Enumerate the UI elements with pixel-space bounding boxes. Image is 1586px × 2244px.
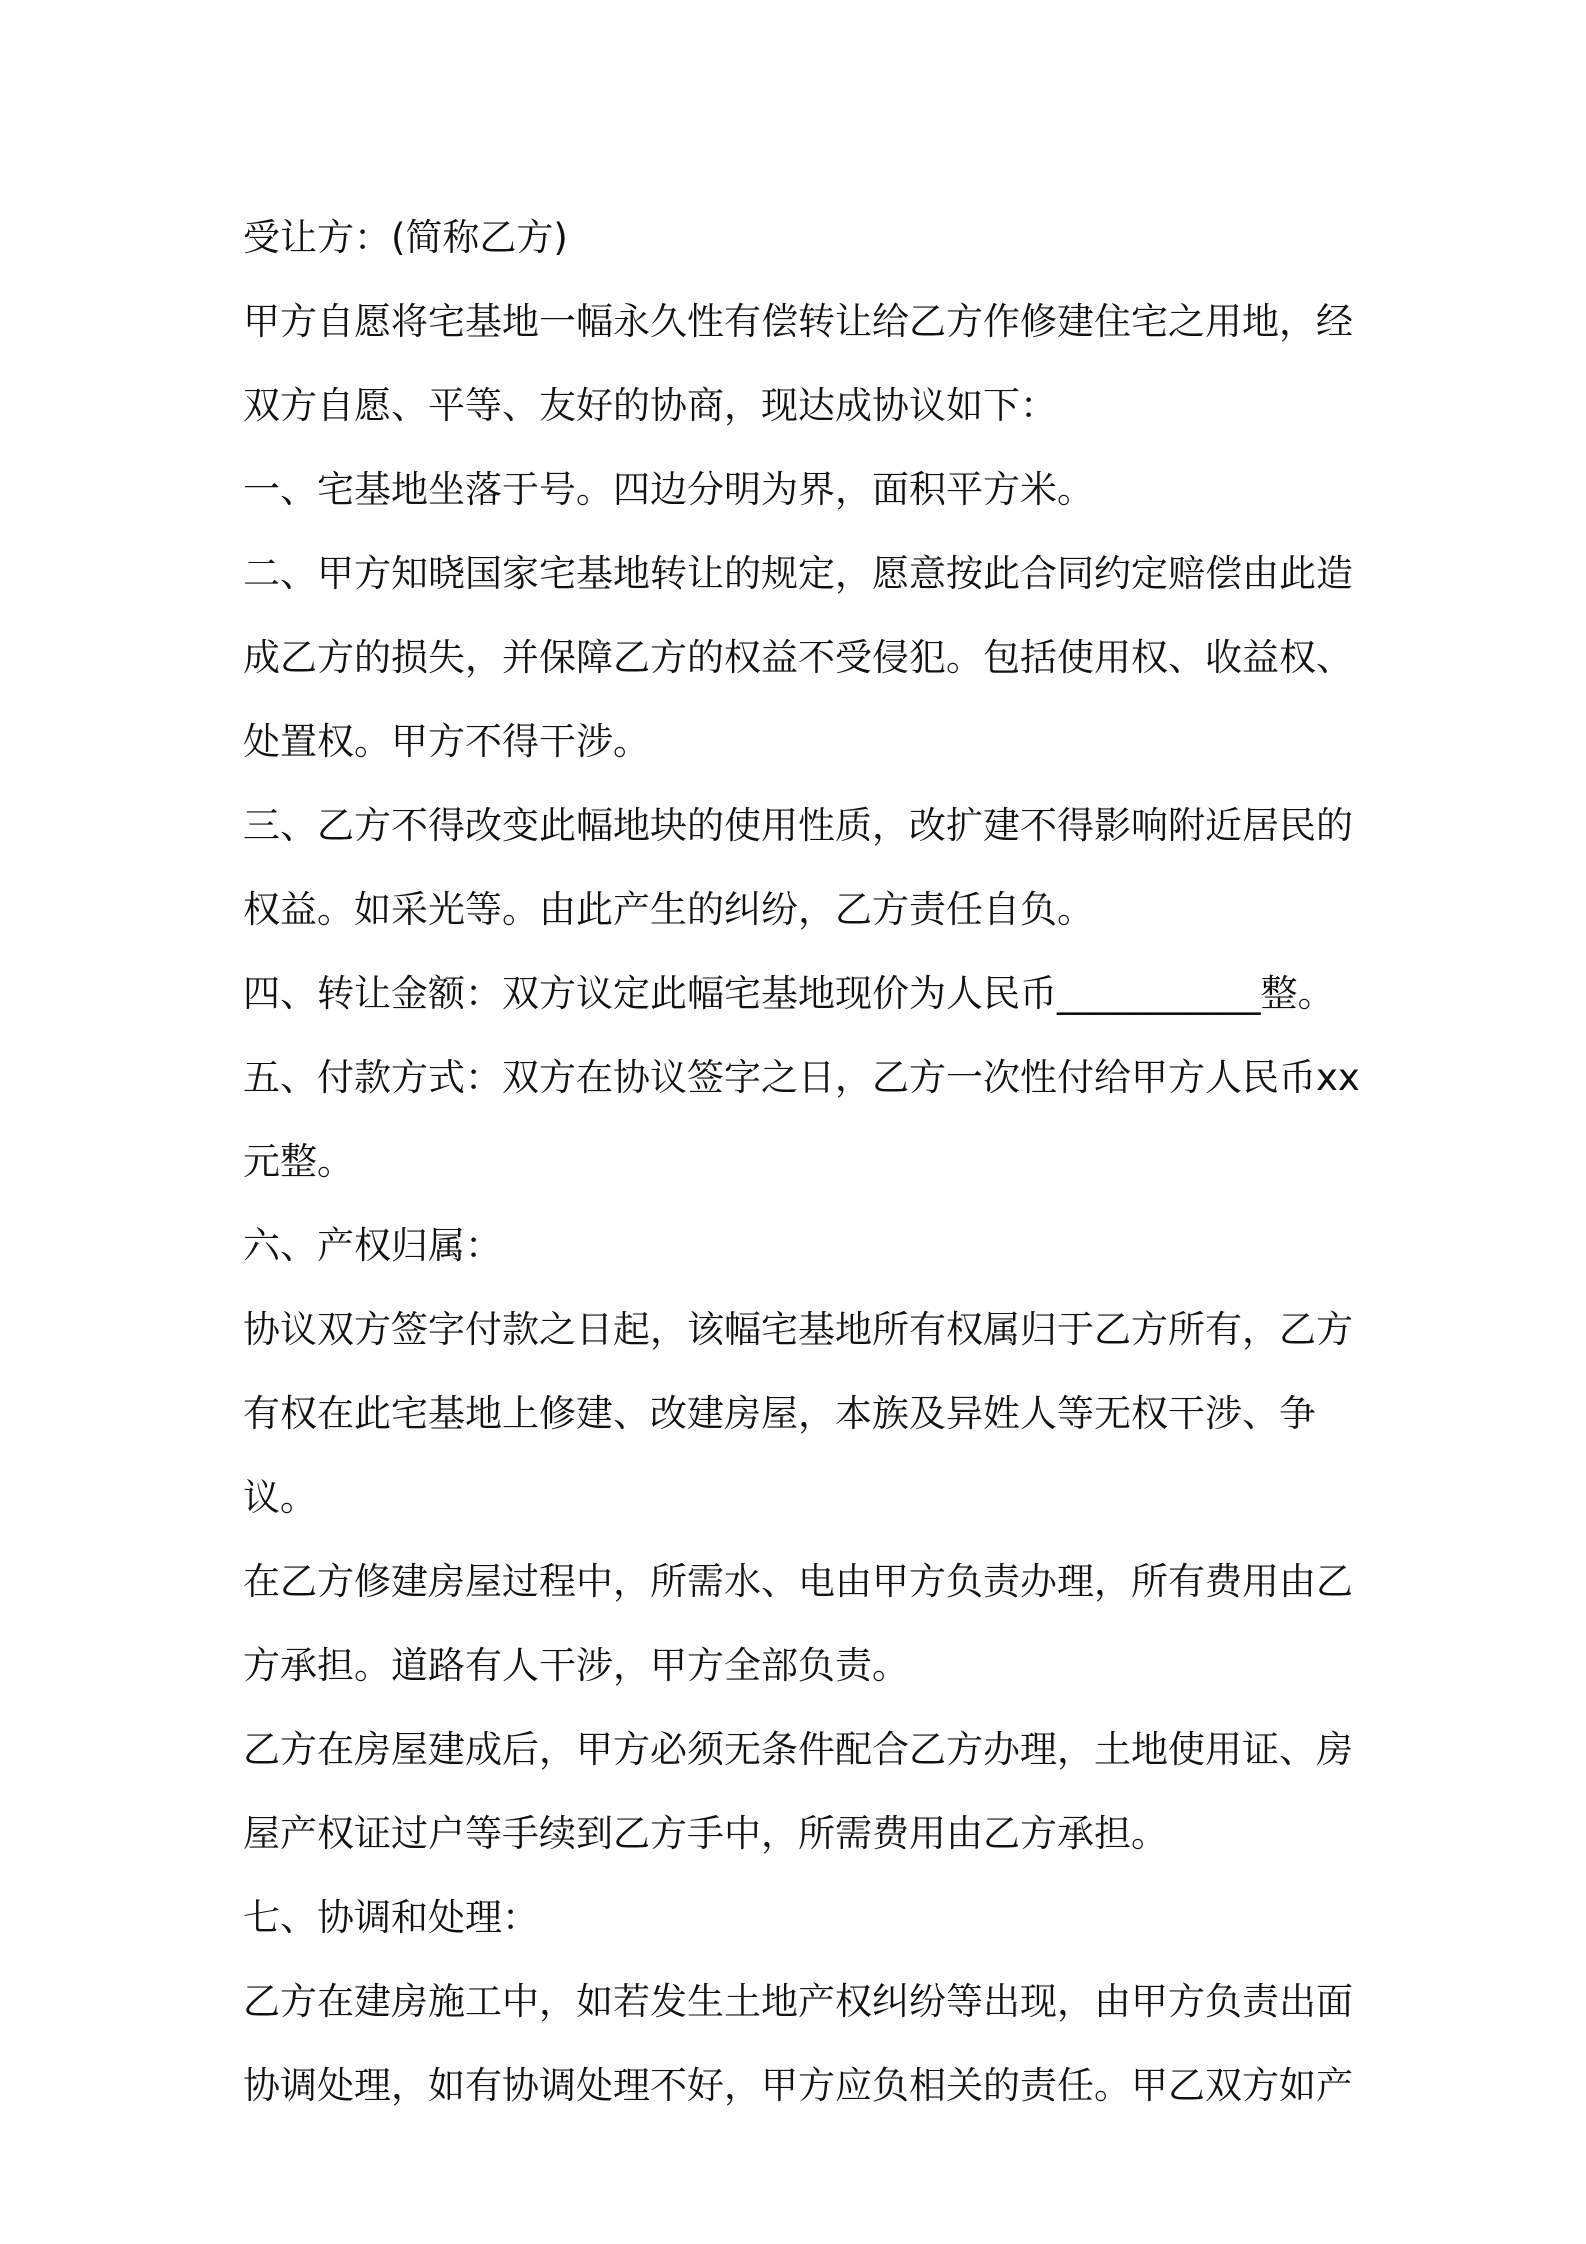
- clause-7-heading: 七、协调和处理：: [243, 1896, 539, 1939]
- clause-7-disputes: 乙方在建房施工中，如若发生土地产权纠纷等出现，由甲方负责出面协调处理，如有协调处理不好，甲方应负相关的责任。甲乙双方如产: [243, 1980, 1353, 2107]
- clause-2-party-a-obligations: 二、甲方知晓国家宅基地转让的规定，愿意按此合同约定赔偿由此造成乙方的损失，并保障乙方的权益不受侵犯。包括使用权、收益权、处置权。甲方不得干涉。: [243, 552, 1353, 763]
- clause-6-heading: 六、产权归属：: [243, 1224, 502, 1267]
- paragraph-intro: 甲方自愿将宅基地一幅永久性有偿转让给乙方作修建住宅之用地，经双方自愿、平等、友好的协商，现达成协议如下：: [243, 300, 1353, 427]
- clause-6-utilities: 在乙方修建房屋过程中，所需水、电由甲方负责办理，所有费用由乙方承担。道路有人干涉，甲方全部负责。: [243, 1560, 1353, 1687]
- clause-5-payment-method: 五、付款方式：双方在协议签字之日，乙方一次性付给甲方人民币xx 元整。: [243, 1056, 1372, 1183]
- document-body: [243, 196, 1372, 2128]
- clause-6-certificates: 乙方在房屋建成后，甲方必须无条件配合乙方办理，土地使用证、房屋产权证过户等手续到乙方手中，所需费用由乙方承担。: [243, 1728, 1353, 1855]
- clause-4-transfer-amount: 四、转让金额：双方议定此幅宅基地现价为人民币___________整。: [243, 972, 1335, 1015]
- paragraph-assignee: 受让方：(简称乙方): [243, 216, 568, 259]
- clause-3-party-b-obligations: 三、乙方不得改变此幅地块的使用性质，改扩建不得影响附近居民的权益。如采光等。由此产生的纠纷，乙方责任自负。: [243, 804, 1353, 931]
- clause-1-location: 一、宅基地坐落于号。四边分明为界，面积平方米。: [243, 468, 1094, 511]
- clause-6-ownership: 协议双方签字付款之日起，该幅宅基地所有权属归于乙方所有，乙方有权在此宅基地上修建、改建房屋，本族及异姓人等无权干涉、争议。: [243, 1308, 1353, 1519]
